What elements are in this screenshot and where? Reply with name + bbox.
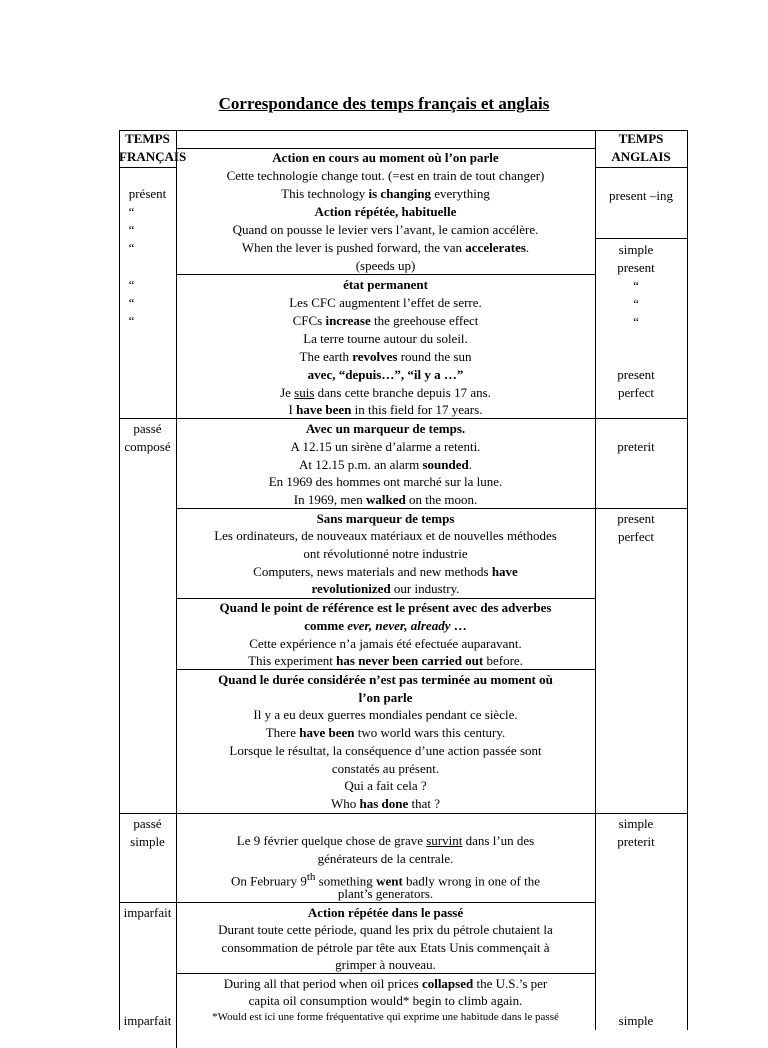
section-heading: l’on parle bbox=[358, 690, 413, 705]
fr-tense-imparfait-2: imparfait bbox=[123, 1013, 172, 1028]
section-heading: Action répétée, habituelle bbox=[314, 204, 457, 219]
example-line: générateurs de la centrale. bbox=[317, 851, 454, 866]
example-line: (speeds up) bbox=[355, 258, 416, 273]
header-en-2: ANGLAIS bbox=[611, 149, 671, 164]
en-tense-simple-present: simple bbox=[618, 242, 654, 257]
example-line: When the lever is pushed forward, the van accelerates. bbox=[241, 240, 530, 255]
en-tense-simple-preterit: simple bbox=[618, 816, 654, 831]
fr-tense-imparfait: imparfait bbox=[123, 905, 172, 920]
example-line: In 1969, men walked on the moon. bbox=[293, 492, 478, 507]
en-ditto: “ bbox=[633, 278, 639, 293]
example-line: grimper à nouveau. bbox=[335, 957, 436, 972]
example-line: Computers, news materials and new methods have bbox=[253, 564, 518, 579]
example-line: Il y a eu deux guerres mondiales pendant ce siècle. bbox=[253, 707, 518, 722]
example-line: A 12.15 un sirène d’alarme a retenti. bbox=[290, 439, 481, 454]
rule-present-ing bbox=[595, 238, 687, 239]
en-tense-simple: simple bbox=[618, 1013, 654, 1028]
example-line: Cette technologie change tout. (=est en train de tout changer) bbox=[226, 168, 545, 183]
en-tense-present-perfect-b-2: perfect bbox=[617, 529, 655, 544]
example-line: On February 9th something went badly wrong in one of the bbox=[231, 871, 540, 889]
example-line: plant’s generators. bbox=[337, 886, 434, 901]
en-tense-preterit: preterit bbox=[617, 439, 655, 454]
en-ditto: “ bbox=[633, 314, 639, 329]
example-line: constatés au présent. bbox=[331, 761, 440, 776]
header-fr-1: TEMPS bbox=[125, 131, 170, 146]
section-heading: avec, “depuis…”, “il y a …” bbox=[307, 367, 464, 382]
fr-ditto: “ bbox=[128, 313, 135, 328]
section-heading: Action répétée dans le passé bbox=[307, 905, 464, 920]
example-line: I have been in this field for 17 years. bbox=[288, 402, 483, 417]
section-heading: comme ever, never, already … bbox=[304, 618, 467, 633]
fr-ditto: “ bbox=[128, 204, 135, 219]
example-line: Quand on pousse le levier vers l’avant, le camion accélère. bbox=[232, 222, 539, 237]
example-line: Lorsque le résultat, la conséquence d’une action passée sont bbox=[229, 743, 542, 758]
example-line: ont révolutionné notre industrie bbox=[303, 546, 468, 561]
fr-tense-passe-simple: passé bbox=[133, 816, 162, 831]
example-line: En 1969 des hommes ont marché sur la lune. bbox=[268, 474, 503, 489]
section-heading: état permanent bbox=[343, 277, 428, 292]
fr-ditto: “ bbox=[128, 277, 135, 292]
example-line: There have been two world wars this century. bbox=[265, 725, 506, 740]
en-tense-simple-preterit-2: preterit bbox=[617, 834, 655, 849]
fr-tense-passe-compose: passé bbox=[133, 421, 162, 436]
section-heading: Action en cours au moment où l’on parle bbox=[272, 150, 499, 165]
example-line: At 12.15 p.m. an alarm sounded. bbox=[299, 457, 472, 472]
header-fr-2: FRANÇAIS bbox=[119, 149, 187, 164]
footnote: *Would est ici une forme fréquentative qui exprime une habitude dans le passé bbox=[212, 1011, 559, 1023]
en-tense-present-perfect-b: present bbox=[617, 511, 655, 526]
en-ditto: “ bbox=[633, 296, 639, 311]
rule-row-3 bbox=[119, 813, 687, 814]
example-line: This technology is changing everything bbox=[281, 186, 490, 201]
example-line: capita oil consumption would* begin to climb again. bbox=[248, 993, 523, 1008]
example-line: consommation de pétrole par tête aux Etats Unis commençait à bbox=[221, 940, 550, 955]
rule-header-left bbox=[119, 167, 176, 168]
example-line: During all that period when oil prices collapsed the U.S.’s per bbox=[223, 976, 548, 991]
example-line: The earth revolves round the sun bbox=[299, 349, 472, 364]
en-tense-simple-present-2: present bbox=[617, 260, 655, 275]
fr-tense-passe-compose-2: composé bbox=[124, 439, 171, 454]
section-heading: Avec un marqueur de temps. bbox=[305, 421, 466, 436]
example-line: Les ordinateurs, de nouveaux matériaux et de nouvelles méthodes bbox=[214, 528, 557, 543]
rule-header-right bbox=[595, 167, 687, 168]
example-line: Les CFC augmentent l’effet de serre. bbox=[289, 295, 482, 310]
fr-ditto: “ bbox=[128, 222, 135, 237]
fr-tense-passe-simple-2: simple bbox=[130, 834, 165, 849]
header-en-1: TEMPS bbox=[618, 131, 664, 146]
example-line: Who has done that ? bbox=[330, 796, 441, 811]
fr-ditto: “ bbox=[128, 240, 135, 255]
en-tense-present-perfect: present bbox=[617, 367, 655, 382]
en-tense-present-perfect-2: perfect bbox=[617, 385, 655, 400]
example-line: revolutionized our industry. bbox=[311, 581, 460, 596]
example-line: La terre tourne autour du soleil. bbox=[303, 331, 468, 346]
example-line: Je suis dans cette branche depuis 17 ans. bbox=[280, 385, 491, 400]
section-heading: Sans marqueur de temps bbox=[316, 511, 455, 526]
section-heading: Quand le point de référence est le présent avec des adverbes bbox=[219, 600, 552, 615]
example-line: Qui a fait cela ? bbox=[344, 778, 427, 793]
example-line: This experiment has never been carried out before. bbox=[248, 653, 523, 668]
example-line: Cette expérience n’a jamais été efectuée auparavant. bbox=[249, 636, 522, 651]
en-tense-present-ing: present –ing bbox=[609, 188, 673, 203]
fr-ditto: “ bbox=[128, 295, 135, 310]
section-heading: Quand le durée considérée n’est pas terminée au moment où bbox=[218, 672, 553, 687]
example-line: Le 9 février quelque chose de grave survint dans l’un des bbox=[236, 833, 535, 848]
example-line: Durant toute cette période, quand les prix du pétrole chutaient la bbox=[218, 922, 553, 937]
example-line: CFCs increase the greehouse effect bbox=[292, 313, 479, 328]
fr-tense-present: présent bbox=[128, 186, 167, 201]
page-title: Correspondance des temps français et anglais bbox=[218, 94, 550, 113]
